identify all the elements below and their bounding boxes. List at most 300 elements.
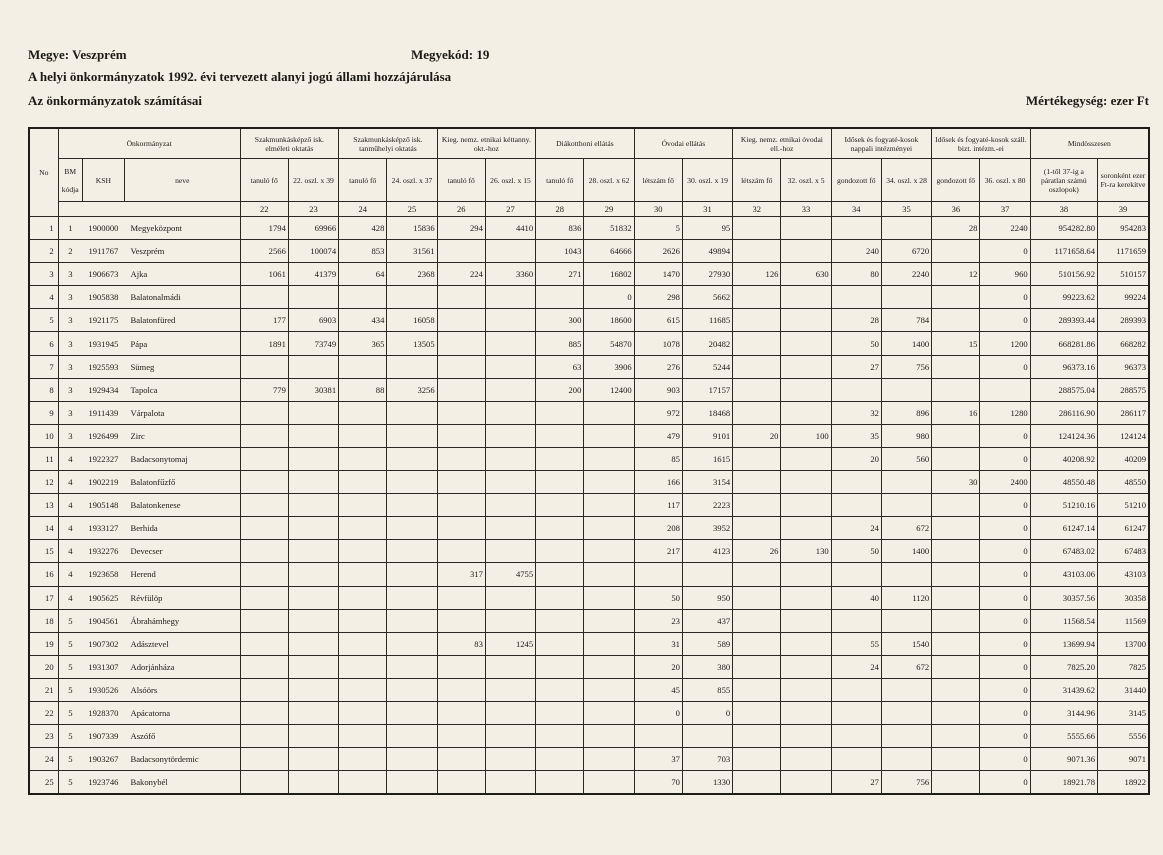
value-cell <box>682 563 732 586</box>
bm-code-cell: 4 <box>58 494 82 517</box>
value-cell: 0 <box>980 494 1030 517</box>
bm-code-cell: 3 <box>58 309 82 332</box>
value-cell <box>339 771 387 795</box>
value-cell: 200 <box>536 378 584 401</box>
ksh-code-cell: 1926499 <box>82 424 124 447</box>
value-cell: 479 <box>634 424 682 447</box>
municipality-name-cell: Veszprém <box>124 240 240 263</box>
value-cell: 2626 <box>634 240 682 263</box>
value-cell: 0 <box>980 355 1030 378</box>
row-number-cell: 25 <box>29 771 58 795</box>
value-cell: 177 <box>240 309 288 332</box>
value-cell: 27 <box>831 771 881 795</box>
value-cell: 1470 <box>634 263 682 286</box>
contribution-table <box>28 127 1150 795</box>
table-body <box>29 217 1149 795</box>
value-cell <box>881 701 931 724</box>
value-cell <box>536 725 584 748</box>
value-cell: 5556 <box>1098 725 1149 748</box>
value-cell: 2240 <box>881 263 931 286</box>
value-cell: 784 <box>881 309 931 332</box>
column-number: 31 <box>682 202 732 217</box>
value-cell <box>485 378 535 401</box>
table-row <box>29 401 1149 424</box>
value-cell <box>733 678 781 701</box>
value-cell: 5244 <box>682 355 732 378</box>
value-cell <box>485 447 535 470</box>
value-cell: 224 <box>437 263 485 286</box>
value-cell: 0 <box>634 701 682 724</box>
value-cell: 16058 <box>387 309 437 332</box>
value-cell: 30358 <box>1098 586 1149 609</box>
value-cell: 9071.36 <box>1030 748 1097 771</box>
value-cell: 836 <box>536 217 584 240</box>
municipality-name-cell: Adorjánháza <box>124 655 240 678</box>
table-row <box>29 424 1149 447</box>
value-cell <box>240 655 288 678</box>
column-number: 34 <box>831 202 881 217</box>
municipality-name-cell: Balatonalmádi <box>124 286 240 309</box>
value-cell: 64 <box>339 263 387 286</box>
value-cell <box>437 655 485 678</box>
value-cell: 16 <box>932 401 980 424</box>
value-cell: 7825 <box>1098 655 1149 678</box>
document-title: A helyi önkormányzatok 1992. évi tervezett alanyi jogú állami hozzájárulása <box>28 69 452 84</box>
bm-code-cell: 5 <box>58 748 82 771</box>
value-cell <box>932 424 980 447</box>
value-cell <box>288 471 338 494</box>
value-cell <box>437 286 485 309</box>
value-cell <box>781 401 831 424</box>
value-cell: 40209 <box>1098 447 1149 470</box>
value-cell: 51832 <box>584 217 634 240</box>
value-cell <box>881 494 931 517</box>
municipality-name-cell: Apácatorna <box>124 701 240 724</box>
column-number: 22 <box>240 202 288 217</box>
value-cell: 50 <box>634 586 682 609</box>
value-cell: 73749 <box>288 332 338 355</box>
value-cell: 896 <box>881 401 931 424</box>
value-cell: 30381 <box>288 378 338 401</box>
ksh-code-cell: 1906673 <box>82 263 124 286</box>
value-cell: 903 <box>634 378 682 401</box>
value-cell: 3906 <box>584 355 634 378</box>
value-cell <box>437 401 485 424</box>
row-number-cell: 15 <box>29 540 58 563</box>
value-cell: 13505 <box>387 332 437 355</box>
value-cell <box>485 240 535 263</box>
value-cell <box>387 517 437 540</box>
value-cell <box>288 286 338 309</box>
bm-code-cell: 5 <box>58 655 82 678</box>
value-cell <box>536 748 584 771</box>
value-cell <box>288 494 338 517</box>
value-cell <box>288 748 338 771</box>
value-cell: 286116.90 <box>1030 401 1097 424</box>
value-cell <box>339 471 387 494</box>
value-cell <box>733 748 781 771</box>
value-cell <box>339 655 387 678</box>
value-cell <box>485 540 535 563</box>
sub-header-pupils: tanuló fő <box>536 159 584 202</box>
value-cell <box>584 701 634 724</box>
value-cell <box>240 447 288 470</box>
value-cell: 437 <box>682 609 732 632</box>
value-cell <box>584 517 634 540</box>
no-header: No <box>29 128 58 217</box>
value-cell <box>437 332 485 355</box>
row-number-cell: 9 <box>29 401 58 424</box>
row-number-cell: 13 <box>29 494 58 517</box>
ksh-code-cell: 1905838 <box>82 286 124 309</box>
value-cell <box>932 378 980 401</box>
value-cell: 1891 <box>240 332 288 355</box>
value-cell: 980 <box>881 424 931 447</box>
value-cell <box>536 447 584 470</box>
table-row <box>29 725 1149 748</box>
value-cell <box>584 401 634 424</box>
value-cell <box>881 471 931 494</box>
value-cell <box>584 471 634 494</box>
value-cell: 510156.92 <box>1030 263 1097 286</box>
row-number-cell: 21 <box>29 678 58 701</box>
value-cell <box>240 701 288 724</box>
value-cell <box>387 771 437 795</box>
value-cell <box>437 540 485 563</box>
value-cell <box>733 701 781 724</box>
value-cell <box>733 378 781 401</box>
sub-header-cared: gondozott fő <box>831 159 881 202</box>
value-cell: 64666 <box>584 240 634 263</box>
table-row <box>29 540 1149 563</box>
value-cell <box>536 678 584 701</box>
bm-code-cell: 3 <box>58 263 82 286</box>
table-row <box>29 771 1149 795</box>
value-cell: 4123 <box>682 540 732 563</box>
column-number-blank <box>58 202 240 217</box>
value-cell: 0 <box>980 701 1030 724</box>
value-cell: 428 <box>339 217 387 240</box>
bm-code-cell: 3 <box>58 378 82 401</box>
value-cell <box>881 609 931 632</box>
value-cell <box>339 540 387 563</box>
value-cell: 18922 <box>1098 771 1149 795</box>
column-number: 32 <box>733 202 781 217</box>
group-header-total: Mindösszesen <box>1030 128 1149 159</box>
value-cell <box>584 586 634 609</box>
value-cell: 380 <box>682 655 732 678</box>
value-cell <box>584 563 634 586</box>
value-cell: 0 <box>980 424 1030 447</box>
value-cell: 630 <box>781 263 831 286</box>
value-cell <box>288 424 338 447</box>
value-cell: 0 <box>980 655 1030 678</box>
value-cell: 217 <box>634 540 682 563</box>
group-header-workshop: Szakmunkásképző isk. tanműhelyi oktatás <box>339 128 438 159</box>
value-cell: 12 <box>932 263 980 286</box>
bm-code-cell: 5 <box>58 632 82 655</box>
municipality-name-cell: Tapolca <box>124 378 240 401</box>
ksh-code-cell: 1902219 <box>82 471 124 494</box>
row-number-cell: 20 <box>29 655 58 678</box>
value-cell <box>733 355 781 378</box>
value-cell <box>288 517 338 540</box>
bm-header: BM kódja <box>58 159 82 202</box>
value-cell <box>536 540 584 563</box>
value-cell: 756 <box>881 771 931 795</box>
value-cell <box>437 355 485 378</box>
column-number: 33 <box>781 202 831 217</box>
value-cell <box>932 678 980 701</box>
value-cell <box>831 678 881 701</box>
value-cell <box>733 563 781 586</box>
value-cell <box>932 771 980 795</box>
ksh-code-cell: 1931307 <box>82 655 124 678</box>
column-number: 38 <box>1030 202 1097 217</box>
value-cell <box>932 517 980 540</box>
value-cell: 51210 <box>1098 494 1149 517</box>
column-number: 26 <box>437 202 485 217</box>
value-cell: 48550.48 <box>1030 471 1097 494</box>
value-cell <box>781 217 831 240</box>
ksh-code-cell: 1907302 <box>82 632 124 655</box>
value-cell <box>634 563 682 586</box>
value-cell <box>288 678 338 701</box>
value-cell <box>437 378 485 401</box>
value-cell <box>339 401 387 424</box>
row-number-cell: 23 <box>29 725 58 748</box>
value-cell: 9101 <box>682 424 732 447</box>
value-cell: 48550 <box>1098 471 1149 494</box>
value-cell <box>485 609 535 632</box>
group-header-row <box>29 128 1149 159</box>
value-cell <box>387 632 437 655</box>
value-cell <box>485 309 535 332</box>
value-cell: 95 <box>682 217 732 240</box>
value-cell <box>339 494 387 517</box>
value-cell <box>339 678 387 701</box>
value-cell: 1043 <box>536 240 584 263</box>
value-cell: 41379 <box>288 263 338 286</box>
value-cell <box>288 563 338 586</box>
value-cell: 3154 <box>682 471 732 494</box>
value-cell: 0 <box>682 701 732 724</box>
value-cell: 589 <box>682 632 732 655</box>
bm-code-cell: 4 <box>58 447 82 470</box>
value-cell <box>831 286 881 309</box>
value-cell <box>781 309 831 332</box>
value-cell <box>831 563 881 586</box>
value-cell <box>485 678 535 701</box>
value-cell <box>339 563 387 586</box>
value-cell: 1400 <box>881 540 931 563</box>
value-cell <box>437 471 485 494</box>
value-cell: 100074 <box>288 240 338 263</box>
value-cell <box>437 517 485 540</box>
value-cell: 26 <box>733 540 781 563</box>
value-cell: 15836 <box>387 217 437 240</box>
value-cell: 6720 <box>881 240 931 263</box>
value-cell <box>881 748 931 771</box>
value-cell <box>339 517 387 540</box>
unit-label: Mértékegység: ezer Ft <box>1025 93 1149 108</box>
value-cell: 1120 <box>881 586 931 609</box>
sub-header-pupils: tanuló fő <box>240 159 288 202</box>
value-cell: 0 <box>980 563 1030 586</box>
value-cell <box>387 655 437 678</box>
value-cell <box>682 725 732 748</box>
value-cell: 2240 <box>980 217 1030 240</box>
sub-header-calc: 28. oszl. x 62 <box>584 159 634 202</box>
column-number: 29 <box>584 202 634 217</box>
value-cell: 124124 <box>1098 424 1149 447</box>
ksh-header: KSH <box>82 159 124 202</box>
table-row <box>29 609 1149 632</box>
value-cell <box>240 286 288 309</box>
value-cell <box>932 494 980 517</box>
value-cell: 0 <box>980 725 1030 748</box>
value-cell: 30357.56 <box>1030 586 1097 609</box>
value-cell <box>339 355 387 378</box>
value-cell <box>387 678 437 701</box>
group-header-daycare: Idősek és fogyaté-kosok nappali intézményei <box>831 128 932 159</box>
row-number-cell: 7 <box>29 355 58 378</box>
value-cell: 298 <box>634 286 682 309</box>
value-cell <box>240 748 288 771</box>
value-cell <box>932 286 980 309</box>
value-cell <box>584 540 634 563</box>
value-cell: 16802 <box>584 263 634 286</box>
value-cell <box>584 655 634 678</box>
value-cell <box>485 286 535 309</box>
group-header-ethnic-kindergarten: Kieg. nemz. etnikai óvodai ell.-hoz <box>733 128 832 159</box>
value-cell <box>387 563 437 586</box>
value-cell: 756 <box>881 355 931 378</box>
sub-header-total-rounded: soronként ezer Ft-ra kerekítve <box>1098 159 1149 202</box>
column-number: 25 <box>387 202 437 217</box>
value-cell <box>733 586 781 609</box>
value-cell: 3256 <box>387 378 437 401</box>
value-cell: 0 <box>980 240 1030 263</box>
value-cell: 11685 <box>682 309 732 332</box>
value-cell <box>781 447 831 470</box>
bm-code-cell: 2 <box>58 240 82 263</box>
value-cell <box>387 355 437 378</box>
value-cell <box>881 378 931 401</box>
value-cell: 289393 <box>1098 309 1149 332</box>
value-cell: 5662 <box>682 286 732 309</box>
bm-code-cell: 3 <box>58 355 82 378</box>
value-cell: 61247 <box>1098 517 1149 540</box>
value-cell <box>288 632 338 655</box>
value-cell <box>437 309 485 332</box>
value-cell: 271 <box>536 263 584 286</box>
value-cell <box>781 655 831 678</box>
value-cell <box>781 632 831 655</box>
ksh-code-cell: 1923746 <box>82 771 124 795</box>
value-cell <box>781 748 831 771</box>
value-cell: 31561 <box>387 240 437 263</box>
value-cell <box>240 678 288 701</box>
column-number-row <box>29 202 1149 217</box>
table-row <box>29 286 1149 309</box>
table-row <box>29 494 1149 517</box>
value-cell <box>485 401 535 424</box>
bm-code-cell: 4 <box>58 563 82 586</box>
bm-code-cell: 5 <box>58 609 82 632</box>
value-cell <box>437 725 485 748</box>
value-cell: 294 <box>437 217 485 240</box>
value-cell <box>536 401 584 424</box>
value-cell <box>733 655 781 678</box>
value-cell: 67483.02 <box>1030 540 1097 563</box>
value-cell: 49894 <box>682 240 732 263</box>
row-number-cell: 8 <box>29 378 58 401</box>
value-cell <box>536 632 584 655</box>
value-cell <box>584 609 634 632</box>
ksh-code-cell: 1930526 <box>82 678 124 701</box>
value-cell: 1171659 <box>1098 240 1149 263</box>
value-cell: 17157 <box>682 378 732 401</box>
value-cell: 2368 <box>387 263 437 286</box>
value-cell: 24 <box>831 517 881 540</box>
table-row <box>29 471 1149 494</box>
value-cell: 1280 <box>980 401 1030 424</box>
value-cell <box>437 240 485 263</box>
ksh-code-cell: 1929434 <box>82 378 124 401</box>
table-row <box>29 217 1149 240</box>
kodja-label: kódja <box>61 184 79 194</box>
table-row <box>29 263 1149 286</box>
municipality-name-cell: Várpalota <box>124 401 240 424</box>
municipality-name-cell: Zirc <box>124 424 240 447</box>
value-cell <box>733 309 781 332</box>
value-cell <box>339 424 387 447</box>
value-cell <box>485 748 535 771</box>
value-cell <box>536 701 584 724</box>
value-cell: 51210.16 <box>1030 494 1097 517</box>
column-number: 23 <box>288 202 338 217</box>
value-cell: 31439.62 <box>1030 678 1097 701</box>
ksh-code-cell: 1933127 <box>82 517 124 540</box>
table-row <box>29 447 1149 470</box>
value-cell: 672 <box>881 517 931 540</box>
value-cell: 0 <box>980 632 1030 655</box>
value-cell <box>781 494 831 517</box>
row-number-cell: 14 <box>29 517 58 540</box>
value-cell: 20 <box>831 447 881 470</box>
table-row <box>29 678 1149 701</box>
value-cell <box>437 701 485 724</box>
bm-code-cell: 4 <box>58 586 82 609</box>
ksh-code-cell: 1911767 <box>82 240 124 263</box>
value-cell: 954283 <box>1098 217 1149 240</box>
sub-header-headcount: létszám fő <box>634 159 682 202</box>
row-number-cell: 12 <box>29 471 58 494</box>
value-cell <box>485 517 535 540</box>
value-cell <box>288 609 338 632</box>
value-cell <box>733 286 781 309</box>
value-cell: 2566 <box>240 240 288 263</box>
bm-code-cell: 4 <box>58 540 82 563</box>
sub-header-headcount: létszám fő <box>733 159 781 202</box>
bm-code-cell: 1 <box>58 217 82 240</box>
value-cell: 6903 <box>288 309 338 332</box>
value-cell: 35 <box>831 424 881 447</box>
value-cell: 300 <box>536 309 584 332</box>
municipality-name-cell: Pápa <box>124 332 240 355</box>
value-cell: 126 <box>733 263 781 286</box>
